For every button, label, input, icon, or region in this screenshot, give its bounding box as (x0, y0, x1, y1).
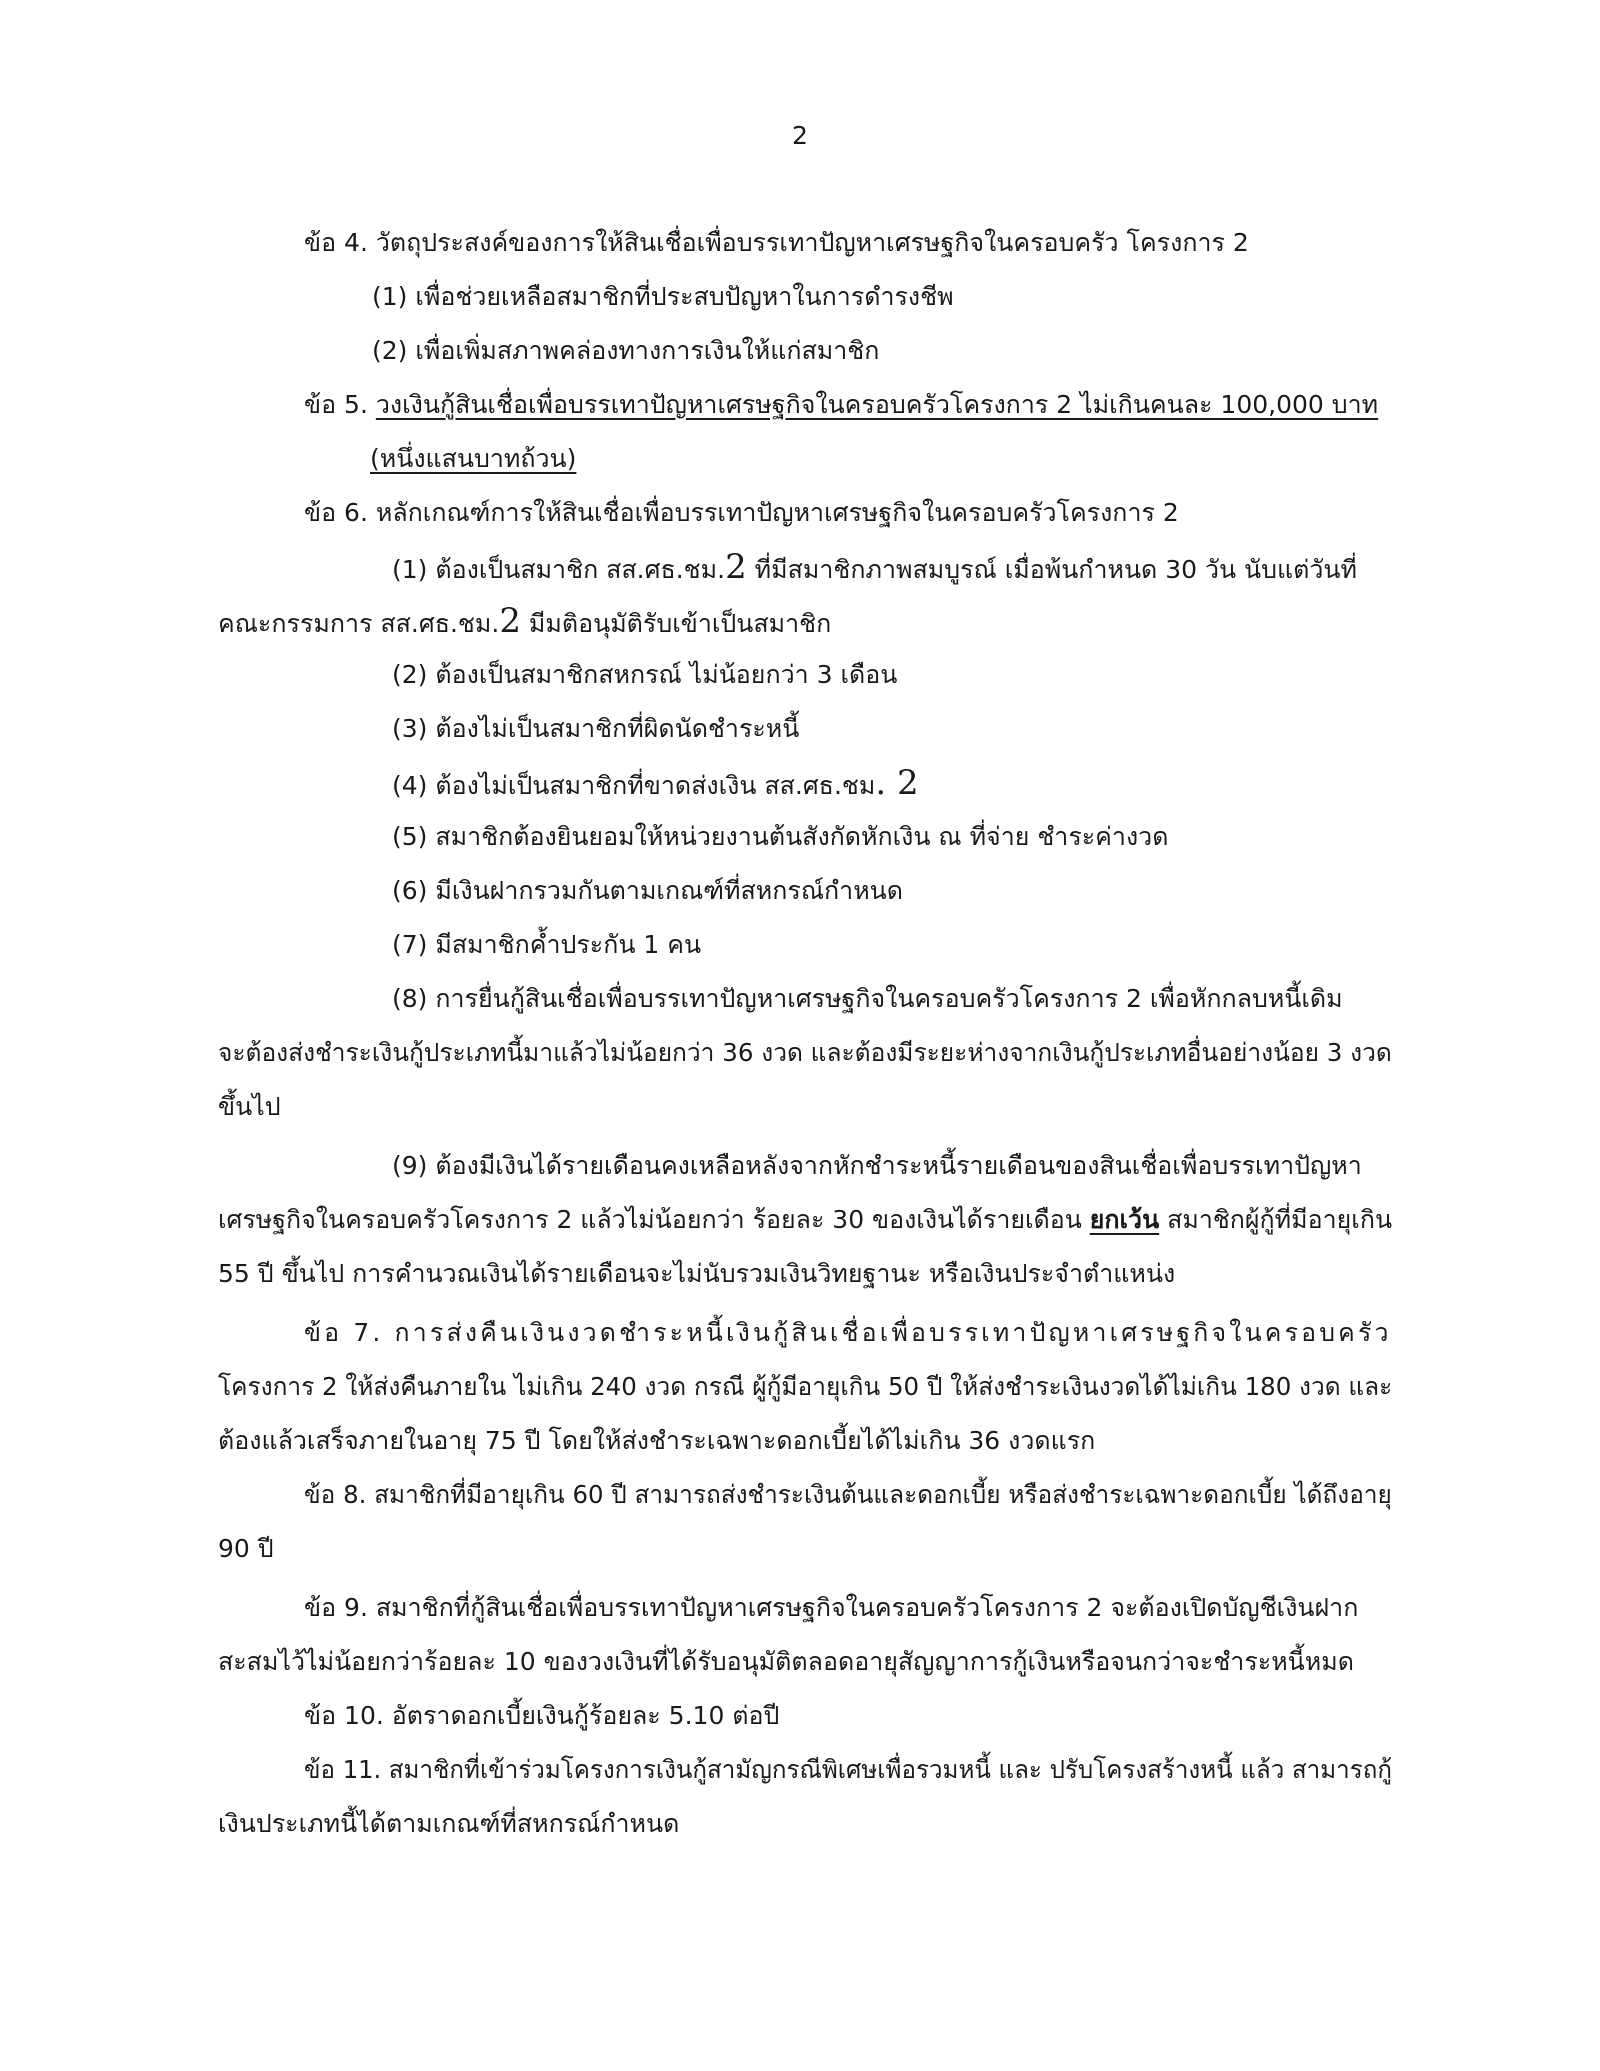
clause-9-line-1: ข้อ 9. สมาชิกที่กู้สินเชื่อเพื่อบรรเทาปัญหาเศรษฐกิจในครอบครัวโครงการ 2 จะต้องเปิดบัญชีเงินฝาก (304, 1593, 1359, 1622)
clause-8-line-2: 90 ปี (218, 1534, 274, 1563)
clause-5-underlined-text: วงเงินกู้สินเชื่อเพื่อบรรเทาปัญหาเศรษฐกิจในครอบครัวโครงการ 2 ไม่เกินคนละ 100,000 บาท (375, 390, 1379, 419)
text-run: (4) ต้องไม่เป็นสมาชิกที่ขาดส่งเงิน สส.ศธ.ชม (392, 771, 876, 800)
clause-6-item-1-line-2 (218, 603, 831, 642)
clause-7-line-2: โครงการ 2 ให้ส่งคืนภายใน ไม่เกิน 240 งวด กรณี ผู้กู้มีอายุเกิน 50 ปี ให้ส่งชำระเงินงวดได้ไม่เกิน 180 งวด และ (218, 1372, 1393, 1401)
exception-emphasis: ยกเว้น (1089, 1205, 1160, 1234)
clause-7-line-3: ต้องแล้วเสร็จภายในอายุ 75 ปี โดยให้ส่งชำระเฉพาะดอกเบี้ยได้ไม่เกิน 36 งวดแรก (218, 1426, 1096, 1455)
text-run: คณะกรรมการ สส.ศธ.ชม. (218, 609, 500, 638)
text-run-large: 2 (499, 601, 521, 641)
clause-6-item-9-line-3: 55 ปี ขึ้นไป การคำนวณเงินได้รายเดือนจะไม่นับรวมเงินวิทยฐานะ หรือเงินประจำตำแหน่ง (218, 1259, 1176, 1288)
clause-6-item-9-line-1: (9) ต้องมีเงินได้รายเดือนคงเหลือหลังจากหักชำระหนี้รายเดือนของสินเชื่อเพื่อบรรเทาปัญหา (392, 1151, 1362, 1180)
clause-6-item-5: (5) สมาชิกต้องยินยอมให้หน่วยงานต้นสังกัดหักเงิน ณ ที่จ่าย ชำระค่างวด (392, 822, 1169, 851)
text-run: (1) ต้องเป็นสมาชิก สส.ศธ.ชม. (392, 555, 726, 584)
clause-6-item-2: (2) ต้องเป็นสมาชิกสหกรณ์ ไม่น้อยกว่า 3 เดือน (392, 660, 898, 689)
text-run: มีมติอนุมัติรับเข้าเป็นสมาชิก (520, 609, 832, 638)
clause-5-prefix: ข้อ 5. (304, 390, 376, 419)
text-run-large: 2 (725, 547, 747, 587)
clause-4-heading: ข้อ 4. วัตถุประสงค์ของการให้สินเชื่อเพื่อบรรเทาปัญหาเศรษฐกิจในครอบครัว โครงการ 2 (304, 228, 1249, 257)
clause-6-item-8-line-2: จะต้องส่งชำระเงินกู้ประเภทนี้มาแล้วไม่น้อยกว่า 36 งวด และต้องมีระยะห่างจากเงินกู้ประเภทอื่นอย่างน้อย 3 งวด (218, 1038, 1392, 1067)
clause-8-line-1: ข้อ 8. สมาชิกที่มีอายุเกิน 60 ปี สามารถส่งชำระเงินต้นและดอกเบี้ย หรือส่งชำระเฉพาะดอกเบี้ย ได้ถึงอายุ (304, 1480, 1392, 1509)
clause-6-item-8-line-3: ขึ้นไป (218, 1092, 281, 1121)
clause-6-item-6: (6) มีเงินฝากรวมกันตามเกณฑ์ที่สหกรณ์กำหนด (392, 876, 904, 905)
text-run: สมาชิกผู้กู้ที่มีอายุเกิน (1159, 1205, 1393, 1234)
clause-11-line-1: ข้อ 11. สมาชิกที่เข้าร่วมโครงการเงินกู้สามัญกรณีพิเศษเพื่อรวมหนี้ และ ปรับโครงสร้างหนี้ แล้ว สามารถกู้ (304, 1755, 1392, 1784)
clause-4-item-2: (2) เพื่อเพิ่มสภาพคล่องทางการเงินให้แก่สมาชิก (372, 336, 880, 365)
clause-6-heading: ข้อ 6. หลักเกณฑ์การให้สินเชื่อเพื่อบรรเทาปัญหาเศรษฐกิจในครอบครัวโครงการ 2 (304, 498, 1179, 527)
clause-6-item-4 (392, 765, 919, 804)
text-run-large: . 2 (875, 763, 919, 803)
clause-5-line-2: (หนึ่งแสนบาทถ้วน) (370, 444, 577, 473)
clause-6-item-7: (7) มีสมาชิกค้ำประกัน 1 คน (392, 930, 702, 959)
page-number: 2 (792, 121, 808, 150)
clause-9-line-2: สะสมไว้ไม่น้อยกว่าร้อยละ 10 ของวงเงินที่ได้รับอนุมัติตลอดอายุสัญญาการกู้เงินหรือจนกว่าจะชำระหนี้หมด (218, 1647, 1354, 1676)
clause-10-line-1: ข้อ 10. อัตราดอกเบี้ยเงินกู้ร้อยละ 5.10 ต่อปี (304, 1701, 780, 1730)
clause-6-item-9-line-2 (218, 1202, 1392, 1238)
text-run: เศรษฐกิจในครอบครัวโครงการ 2 แล้วไม่น้อยกว่า ร้อยละ 30 ของเงินได้รายเดือน (218, 1205, 1090, 1234)
clause-6-item-3: (3) ต้องไม่เป็นสมาชิกที่ผิดนัดชำระหนี้ (392, 714, 800, 743)
clause-6-item-1-line-1 (392, 549, 1357, 588)
clause-7-line-1: ข้อ 7. การส่งคืนเงินงวดชำระหนี้เงินกู้สินเชื่อเพื่อบรรเทาปัญหาเศรษฐกิจในครอบครัว (304, 1318, 1392, 1347)
clause-6-item-8-line-1: (8) การยื่นกู้สินเชื่อเพื่อบรรเทาปัญหาเศรษฐกิจในครอบครัวโครงการ 2 เพื่อหักกลบหนี้เดิม (392, 984, 1343, 1013)
clause-4-item-1: (1) เพื่อช่วยเหลือสมาชิกที่ประสบปัญหาในการดำรงชีพ (372, 282, 954, 311)
text-run: ที่มีสมาชิกภาพสมบูรณ์ เมื่อพ้นกำหนด 30 วัน นับแต่วันที่ (746, 555, 1357, 584)
clause-11-line-2: เงินประเภทนี้ได้ตามเกณฑ์ที่สหกรณ์กำหนด (218, 1809, 680, 1838)
clause-5-line-1 (304, 387, 1378, 423)
